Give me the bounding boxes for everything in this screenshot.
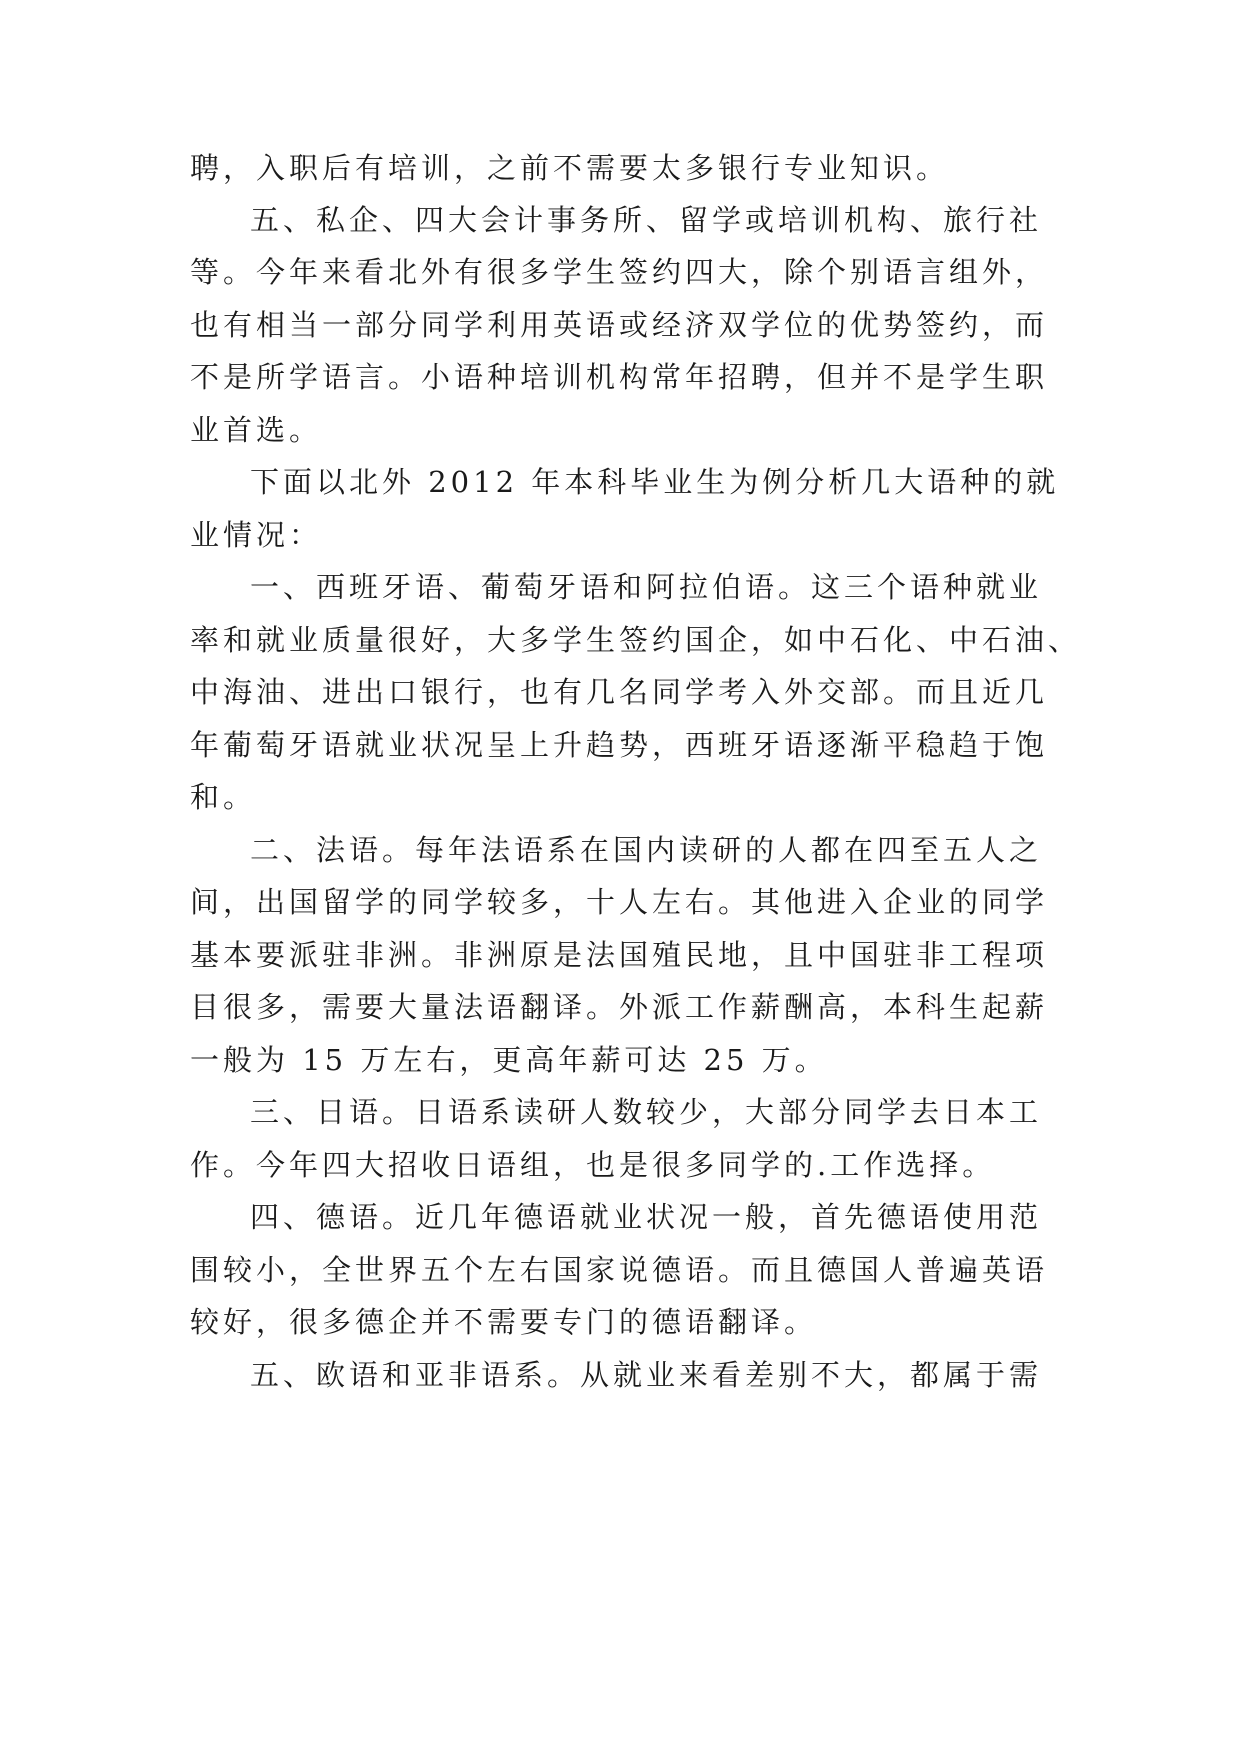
paragraph-first-line: 三、日语。日语系读研人数较少，大部分同学去日本工 <box>250 1095 1043 1129</box>
text-line: 一般为 15 万左右，更高年薪可达 25 万。 <box>190 1043 828 1077</box>
text-line: 业首选。 <box>190 413 323 447</box>
text-line: 也有相当一部分同学利用英语或经济双学位的优势签约，而 <box>190 308 1049 342</box>
text-line: 不是所学语言。小语种培训机构常年招聘，但并不是学生职 <box>190 360 1049 394</box>
text-line: 率和就业质量很好，大多学生签约国企，如中石化、中石油、 <box>190 623 1082 657</box>
text-line: 和。 <box>190 780 257 814</box>
text-line: 目很多，需要大量法语翻译。外派工作薪酬高，本科生起薪 <box>190 990 1049 1024</box>
text-line: 中海油、进出口银行，也有几名同学考入外交部。而且近几 <box>190 675 1049 709</box>
text-line: 聘，入职后有培训，之前不需要太多银行专业知识。 <box>190 151 950 185</box>
text-line: 业情况： <box>190 518 323 552</box>
paragraph-first-line: 一、西班牙语、葡萄牙语和阿拉伯语。这三个语种就业 <box>250 570 1043 604</box>
text-line: 年葡萄牙语就业状况呈上升趋势，西班牙语逐渐平稳趋于饱 <box>190 728 1049 762</box>
text-line: 基本要派驻非洲。非洲原是法国殖民地，且中国驻非工程项 <box>190 938 1049 972</box>
paragraph-first-line: 五、私企、四大会计事务所、留学或培训机构、旅行社 <box>250 203 1043 237</box>
text-line: 间，出国留学的同学较多，十人左右。其他进入企业的同学 <box>190 885 1049 919</box>
text-line: 作。今年四大招收日语组，也是很多同学的.工作选择。 <box>190 1148 996 1182</box>
text-line: 较好，很多德企并不需要专门的德语翻译。 <box>190 1305 818 1339</box>
paragraph-first-line: 五、欧语和亚非语系。从就业来看差别不大，都属于需 <box>250 1358 1043 1392</box>
paragraph-first-line: 四、德语。近几年德语就业状况一般，首先德语使用范 <box>250 1200 1043 1234</box>
text-line: 等。今年来看北外有很多学生签约四大，除个别语言组外， <box>190 255 1049 289</box>
paragraph-first-line: 二、法语。每年法语系在国内读研的人都在四至五人之 <box>250 833 1043 867</box>
paragraph-first-line: 下面以北外 2012 年本科毕业生为例分析几大语种的就 <box>250 465 1060 499</box>
text-line: 围较小，全世界五个左右国家说德语。而且德国人普遍英语 <box>190 1253 1049 1287</box>
